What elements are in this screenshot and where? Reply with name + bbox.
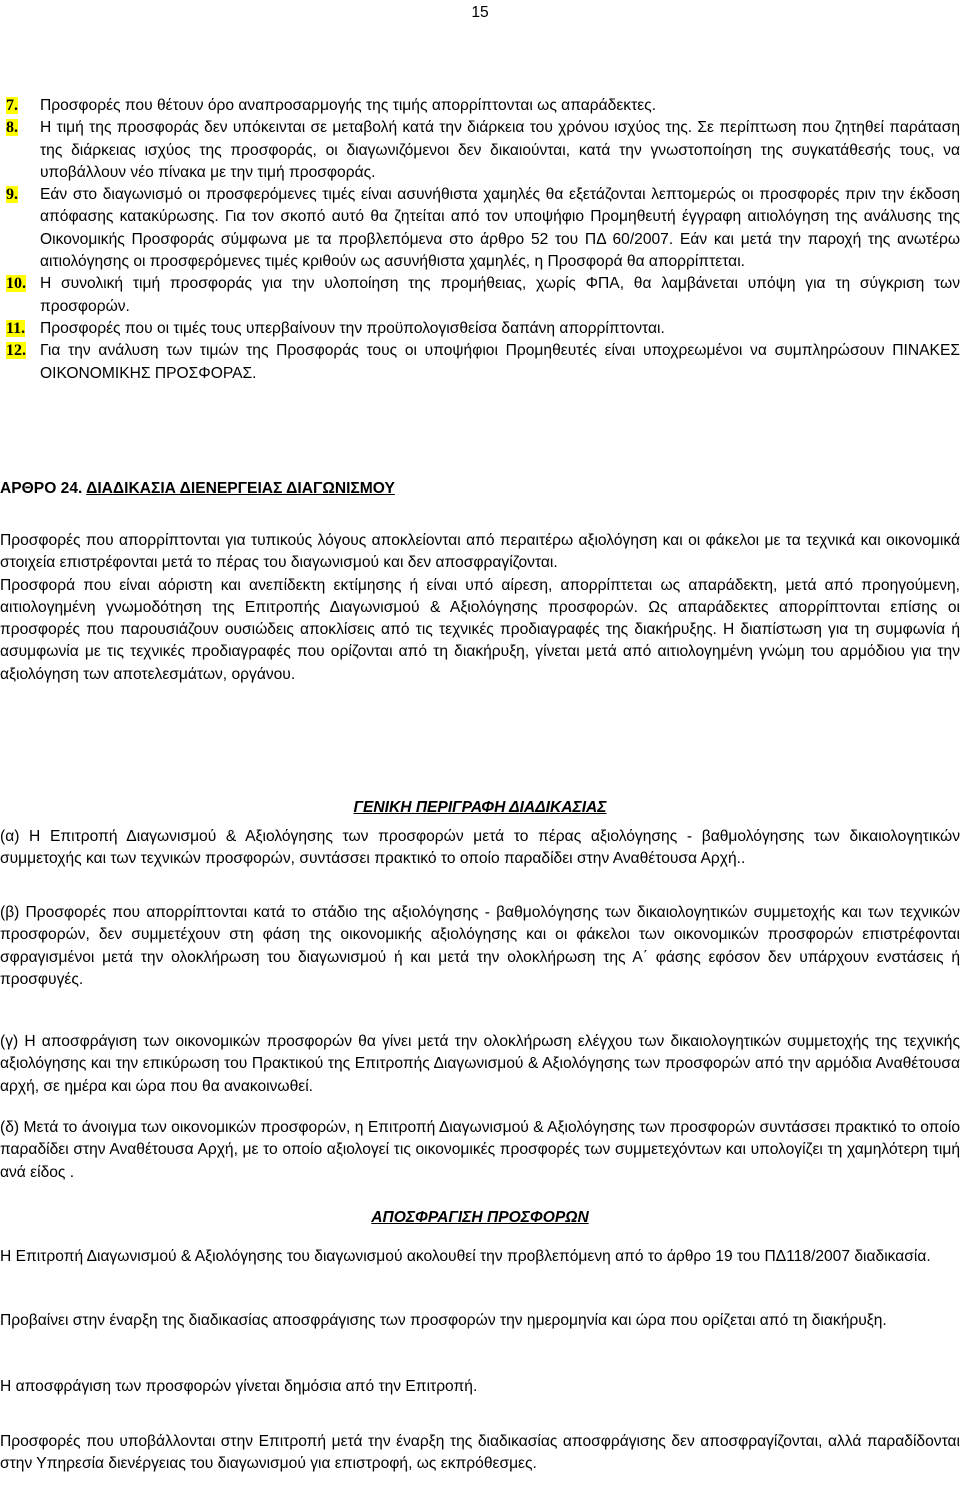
paragraph: Προσφορά που είναι αόριστη και ανεπίδεκτη εκτίμησης ή είναι υπό αίρεση, απορρίπτεται ως απαράδεκτη, μετά από προηγούμενη, αιτιολογημένη γνωμοδότηση της Επιτροπής Διαγωνισμού & Αξιολόγησης προσφορών. Ως απαράδεκτες απορρίπτονται επίσης οι προσφορές που παρουσιάζουν ουσιώδεις αποκλίσεις από τις τεχνικές προδιαγραφές της διακήρυξης. Η διαπίστωση για τη συμφωνία ή ασυμφωνία με τις τεχνικές προδιαγραφές που ορίζονται από τη διακήρυξη, γίνεται μετά από αιτιολογημένη γνώμη του αρμόδιου για την αξιολόγηση των αποτελεσμάτων, οργάνου. [0,576,960,683]
item-text: Η συνολική τιμή προσφοράς για την υλοποίηση της προμήθειας, χωρίς ΦΠΑ, θα λαμβάνεται υπόψη για τη σύγκριση των προσφορών. [40,275,960,315]
item-number [6,340,26,362]
unsealing-heading [0,1207,960,1229]
item-number-highlight: 11. [6,319,26,337]
article-body [0,530,960,686]
article-title: ΔΙΑΔΙΚΑΣΙΑ ΔΙΕΝΕΡΓΕΙΑΣ ΔΙΑΓΩΝΙΣΜΟΥ [86,480,395,497]
article-heading [0,478,960,500]
item-text: Προσφορές που θέτουν όρο αναπροσαρμογής της τιμής απορρίπτονται ως απαράδεκτες. [40,97,657,114]
item-number-highlight: 8. [6,119,18,137]
unsealing-paragraph: Προσφορές που υποβάλλονται στην Επιτροπή μετά την έναρξη της διαδικασίας αποσφράγισης δεν αποσφραγίζονται, αλλά παραδίδονται στην Υπηρεσία διενέργειας του διαγωνισμού για επιστροφή, ως εκπρόθεσμες. [0,1433,960,1473]
item-number-highlight: 12. [6,342,26,360]
item-text: Η τιμή της προσφοράς δεν υπόκεινται σε μεταβολή κατά την διάρκεια του χρόνου ισχύος της. Σε περίπτωση που ζητηθεί παράταση της διάρκειας ισχύος της προσφοράς, οι διαγωνιζόμενοι δεν δικαιούνται, κατά την γνωστοποίηση της συγκατάθεσής τους, να υποβάλλουν νέο πίνακα με την τιμή προσφοράς. [40,119,960,181]
list-item [6,273,960,318]
paragraph-b: (β) Προσφορές που απορρίπτονται κατά το στάδιο της αξιολόγησης - βαθμολόγησης των δικαιολογητικών συμμετοχής και των τεχνικών προσφορών, δεν συμμετέχουν στη φάση της οικονομικής αξιολόγησης και οι φάκελοι των οικονομικών προσφορών επιστρέφονται σφραγισμένοι μετά την ολοκλήρωση του διαγωνισμού ή και μετά την ολοκλήρωση της Α΄ φάσης εφόσον δεν υπάρχουν ενστάσεις ή προσφυγές. [0,904,960,988]
paragraph-c: (γ) Η αποσφράγιση των οικονομικών προσφορών θα γίνει μετά την ολοκλήρωση ελέγχου των δικαιολογητικών συμμετοχής της τεχνικής αξιολόγησης και την επικύρωση του Πρακτικού της Επιτροπής Διαγωνισμού & Αξιολόγησης των προσφορών από την αρμόδια Αναθέτουσα αρχή, σε ημέρα και ώρα που θα ανακοινωθεί. [0,1033,960,1095]
item-text: Προσφορές που οι τιμές τους υπερβαίνουν την προϋπολογισθείσα δαπάνη απορρίπτονται. [40,319,665,337]
unsealing-paragraph: Η Επιτροπή Διαγωνισμού & Αξιολόγησης του διαγωνισμού ακολουθεί την προβλεπόμενη από το άρθρο 19 του ΠΔ118/2007 διαδικασία. [0,1248,931,1265]
paragraph-d: (δ) Μετά το άνοιγμα των οικονομικών προσφορών, η Επιτροπή Διαγωνισμού & Αξιολόγησης των προσφορών συντάσσει πρακτικό το οποίο παραδίδει στην Αναθέτουσα Αρχή, με το οποίο αξιολογεί τις οικονομικές προσφορές των συμμετεχόντων και υπολογίζει τη χαμηλότερη τιμή ανά είδος . [0,1119,960,1181]
list-item [6,318,960,340]
page-number: 15 [471,4,489,21]
item-number [6,273,26,295]
list-item [6,117,960,184]
list-item [6,340,960,385]
item-number-highlight: 10. [6,275,26,293]
unsealing-paragraph: Η αποσφράγιση των προσφορών γίνεται δημόσια από την Επιτροπή. [0,1378,478,1395]
list-item [6,95,960,117]
item-number [6,318,25,340]
list-item [6,184,960,273]
item-number [6,184,18,206]
clause-list [6,95,960,385]
article-number: ΑΡΘΡΟ 24. [0,480,83,497]
item-text: Εάν στο διαγωνισμό οι προσφερόμενες τιμές είναι ασυνήθιστα χαμηλές θα εξετάζονται λεπτομερώς οι προσφορές πριν την έκδοση απόφασης κατακύρωσης. Για τον σκοπό αυτό θα ζητείται από τον υποψήφιο Προμηθευτή έγγραφη αιτιολόγηση της ανάλυσης της Οικονομικής Προσφοράς σύμφωνα με τα προβλεπόμενα στο άρθρο 52 του ΠΔ 60/2007. Εάν και μετά την παροχή της ανωτέρω αιτιολόγησης οι προσφερόμενες τιμές κριθούν ως ασυνήθιστα χαμηλές, η Προσφορά θα απορρίπτεται. [40,186,960,271]
item-number [6,117,18,139]
item-text: Για την ανάλυση των τιμών της Προσφοράς τους οι υποψήφιοι Προμηθευτές είναι υποχρεωμένοι να συμπληρώσουν ΠΙΝΑΚΕΣ ΟΙΚΟΝΟΜΙΚΗΣ ΠΡΟΣΦΟΡΑΣ. [40,342,960,382]
item-number-highlight: 7. [6,97,18,114]
unsealing-heading-text: ΑΠΟΣΦΡΑΓΙΣΗ ΠΡΟΣΦΟΡΩΝ [371,1209,589,1226]
paragraph-a: (α) Η Επιτροπή Διαγωνισμού & Αξιολόγησης των προσφορών μετά το πέρας αξιολόγησης - βαθμολόγησης των δικαιολογητικών συμμετοχής και των τεχνικών προσφορών, συντάσσει πρακτικό το οποίο παραδίδει στην Αναθέτουσα Αρχή.. [0,828,960,868]
item-number [6,95,18,117]
unsealing-paragraph: Προβαίνει στην έναρξη της διαδικασίας αποσφράγισης των προσφορών την ημερομηνία και ώρα που ορίζεται από τη διακήρυξη. [0,1312,887,1329]
paragraph: Προσφορές που απορρίπτονται για τυπικούς λόγους αποκλείονται από περαιτέρω αξιολόγηση και οι φάκελοι με τα τεχνικά και οικονομικά στοιχεία επιστρέφονται μετά το πέρας του διαγωνισμού και δεν αποσφραγίζονται. [0,532,960,572]
general-description-heading: ΓΕΝΙΚΗ ΠΕΡΙΓΡΑΦΗ ΔΙΑΔΙΚΑΣΙΑΣ [353,799,607,816]
item-number-highlight: 9. [6,186,18,204]
